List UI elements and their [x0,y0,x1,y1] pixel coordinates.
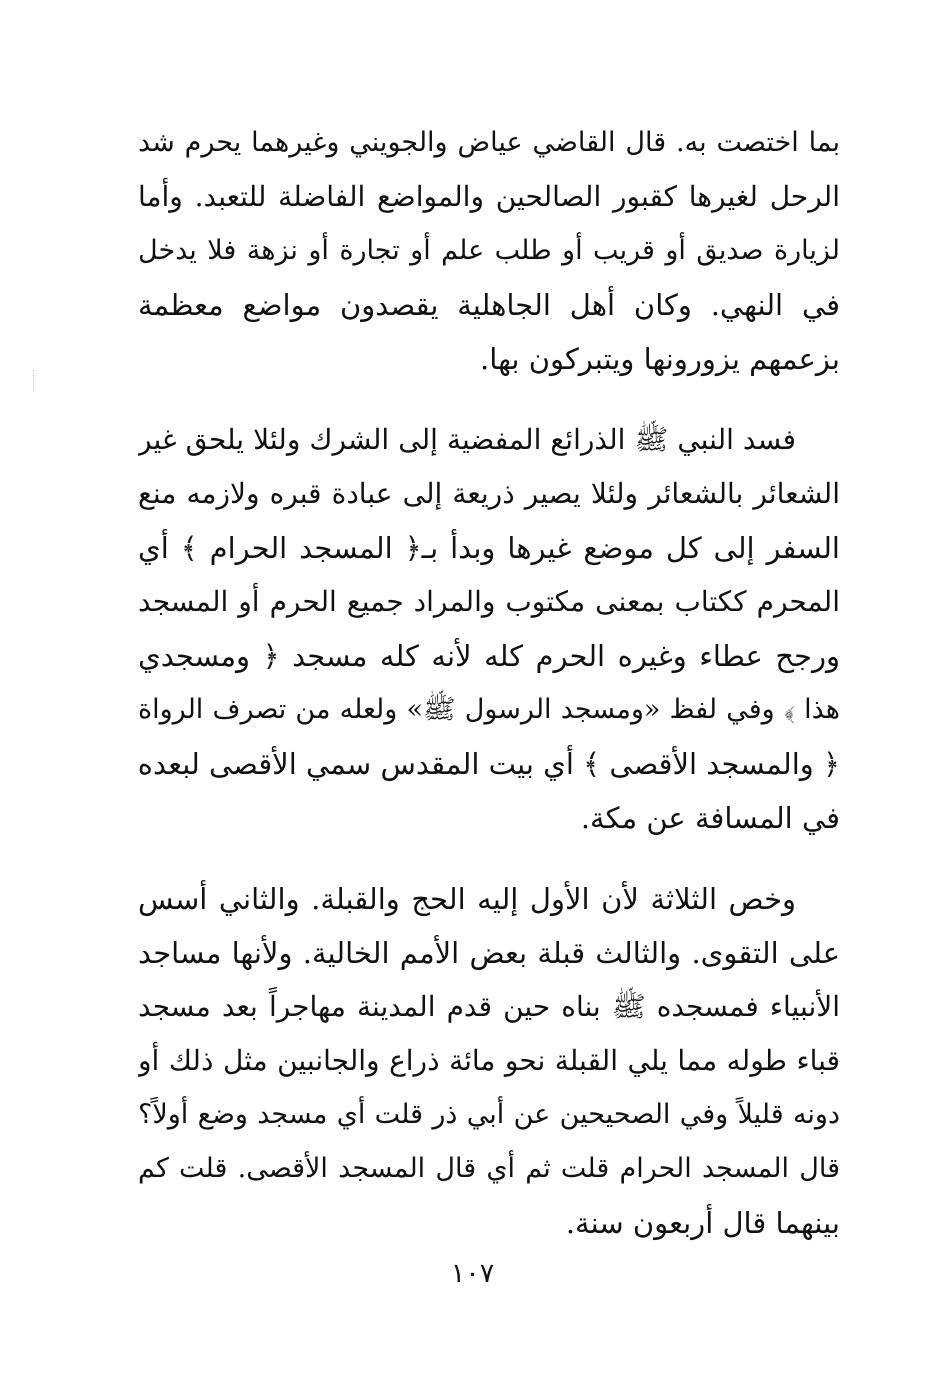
text-line: الأنبياء فمسجده ﷺ بناه حين قدم المدينة مهاجراً بعد مسجد [138,990,840,1023]
page-number: ١٠٧ [450,1258,495,1289]
paragraph-1 [138,116,840,386]
text-line: المحرم ككتاب بمعنى مكتوب والمراد جميع الحرم أو المسجد [138,585,840,618]
text-line: السفر إلى كل موضع غيرها وبدأ بـ﴿ المسجد الحرام ﴾ أي [138,531,840,565]
text-line: بينهما قال أربعون سنة. [565,1206,840,1240]
text-line: في المسافة عن مكة. [580,801,840,835]
text-line: فسد النبي ﷺ الذرائع المفضية إلى الشرك ولئلا يلحق غير [138,423,796,456]
text-line: لزيارة صديق أو قريب أو طلب علم أو تجارة أو نزهة فلا يدخل [138,235,840,266]
text-line: وخص الثلاثة لأن الأول إليه الحج والقبلة. والثاني أسس [138,882,796,916]
text-line: على التقوى. والثالث قبلة بعض الأمم الخالية. ولأنها مساجد [138,936,840,970]
paragraph-3 [138,872,840,1250]
text-line: ورجح عطاء وغيره الحرم كله لأنه كله مسجد ﴿ ومسجدي [138,639,840,673]
text-line: في النهي. وكان أهل الجاهلية يقصدون مواضع معظمة [138,288,840,322]
text-line: ﴿ والمسجد الأقصى ﴾ أي بيت المقدس سمي الأقصى لبعده [138,747,840,781]
text-line: قباء طوله مما يلي القبلة نحو مائة ذراع والجانبين مثل ذلك أو [138,1044,840,1077]
scan-artifact [33,370,44,392]
text-line: الشعائر بالشعائر ولئلا يصير ذريعة إلى عبادة قبره ولازمه منع [138,477,840,510]
text-line: بما اختصت به. قال القاضي عياض والجويني وغيرهما يحرم شد [138,127,840,158]
text-line: هذا ﴾ وفي لفظ «ومسجد الرسول ﷺ» ولعله من تصرف الرواة [138,694,840,725]
paragraph-2 [138,413,840,845]
text-line: قال المسجد الحرام قلت ثم أي قال المسجد الأقصى. قلت كم [138,1153,840,1184]
text-line: الرحل لغيرها كقبور الصالحين والمواضع الفاضلة للتعبد. وأما [138,180,840,213]
text-line: دونه قليلاً وفي الصحيحين عن أبي ذر قلت أي مسجد وضع أولاً؟ [138,1099,840,1130]
text-line: بزعمهم يزورونها ويتبركون بها. [480,342,840,376]
